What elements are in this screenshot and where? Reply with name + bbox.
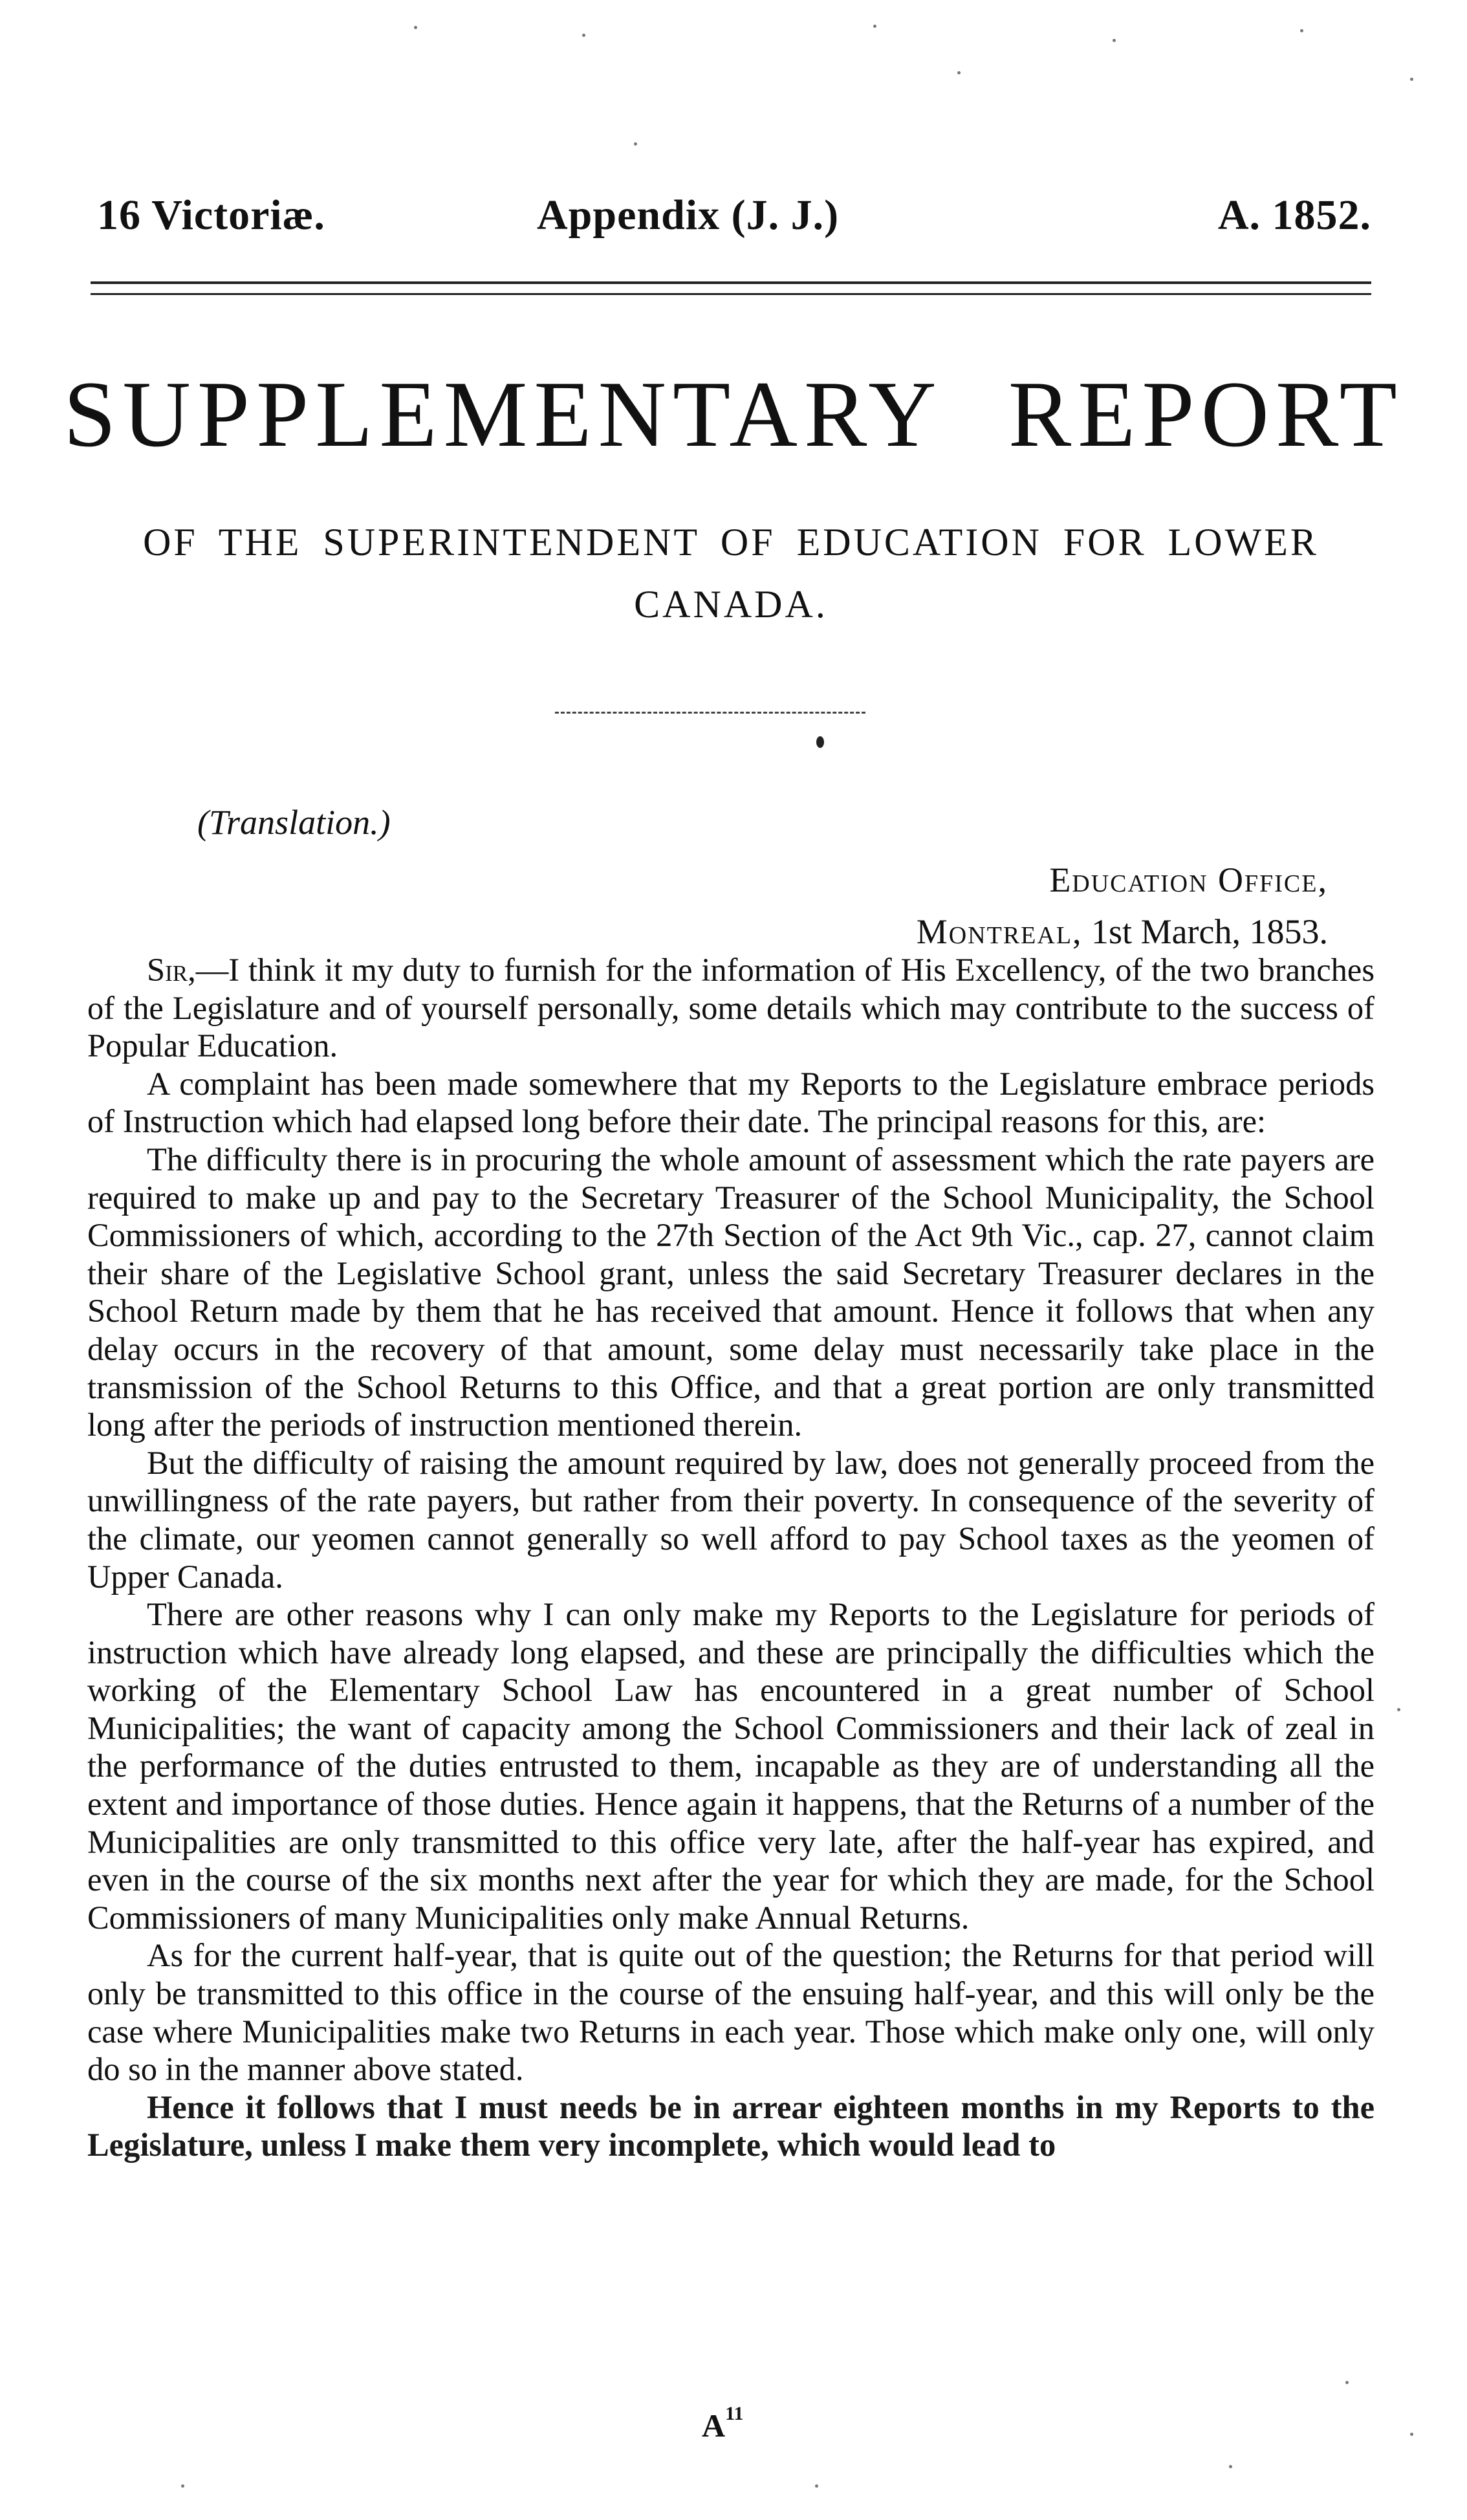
paragraph-6: As for the current half-year, that is quite out of the question; the Returns for that period will only be transmitted to this office in the course of the ensuing half-year, and this will only be the case where Municipalities make two Returns in each year. Those which make only one, will only do so in the manner above stated. xyxy=(87,1937,1375,2088)
translation-note: (Translation.) xyxy=(197,803,391,842)
letter-body xyxy=(87,951,1375,2164)
paragraph-4: But the difficulty of raising the amount required by law, does not generally proceed from the unwillingness of the rate payers, but rather from their poverty. In consequence of the severity of the climate, our yeomen cannot generally so well afford to pay School taxes as the yeomen of Upper Canada. xyxy=(87,1444,1375,1595)
running-header xyxy=(97,191,1371,256)
salutation: Sir, xyxy=(147,952,196,988)
ornamental-divider xyxy=(555,712,865,714)
paragraph-2: A complaint has been made somewhere that my Reports to the Legislature embrace periods of Instruction which had elapsed long before their date. The principal reasons for this, are: xyxy=(87,1065,1375,1140)
divider-dot xyxy=(816,736,824,748)
dateline xyxy=(917,854,1328,958)
signature-superscript: 11 xyxy=(725,2403,744,2424)
header-double-rule xyxy=(91,281,1371,295)
paragraph-1-text: —I think it my duty to furnish for the information of His Excellency, of the two branches of the Legislature and of yourself personally, some details which may contribute to the success of Popular Education. xyxy=(87,952,1375,1064)
header-appendix: Appendix (J. J.) xyxy=(537,192,840,239)
report-title: SUPPLEMENTARY REPORT xyxy=(63,362,1404,466)
printer-signature-mark xyxy=(702,2403,744,2444)
paragraph-5: There are other reasons why I can only make my Reports to the Legislature for periods of instruction which have already long elapsed, and these are principally the difficulties which the working of the Elementary School Law has encountered in a great number of School Municipalities; the want of capacity among the School Commissioners and their lack of zeal in the performance of the duties entrusted to them, incapable as they are of understanding all the extent and importance of those duties. Hence again it happens, that the Returns of a number of the Municipalities are only transmitted to this office very late, after the half-year has expired, and even in the course of the six months next after the year for which they are made, for the School Commissioners of many Municipalities only make Annual Returns. xyxy=(87,1596,1375,1936)
header-regnal-year: 16 Victoriæ. xyxy=(97,192,325,239)
dateline-date: 1st March, 1853. xyxy=(1091,912,1328,951)
signature-letter: A xyxy=(702,2407,726,2444)
report-subtitle: OF THE SUPERINTENDENT OF EDUCATION FOR LOWER CANADA. xyxy=(143,521,1319,626)
paragraph-7: Hence it follows that I must needs be in arrear eighteen months in my Reports to the Legislature, unless I make them very incomplete, which would lead to xyxy=(87,2088,1375,2164)
dateline-office: Education Office, xyxy=(1049,860,1328,899)
dateline-place: Montreal, xyxy=(916,912,1083,951)
paragraph-1 xyxy=(87,951,1375,1065)
header-year: A. 1852. xyxy=(1217,192,1371,239)
paragraph-3: The difficulty there is in procuring the whole amount of assessment which the rate payers are required to make up and pay to the Secretary Treasurer of the School Municipality, the School Commissioners of which, according to the 27th Section of the Act 9th Vic., cap. 27, cannot claim their share of the Legislative School grant, unless the said Secretary Treasurer declares in the School Return made by them that he has received that amount. Hence it follows that when any delay occurs in the recovery of that amount, some delay must necessarily take place in the transmission of the School Returns to this Office, and that a great portion are only transmitted long after the periods of instruction mentioned therein. xyxy=(87,1141,1375,1443)
